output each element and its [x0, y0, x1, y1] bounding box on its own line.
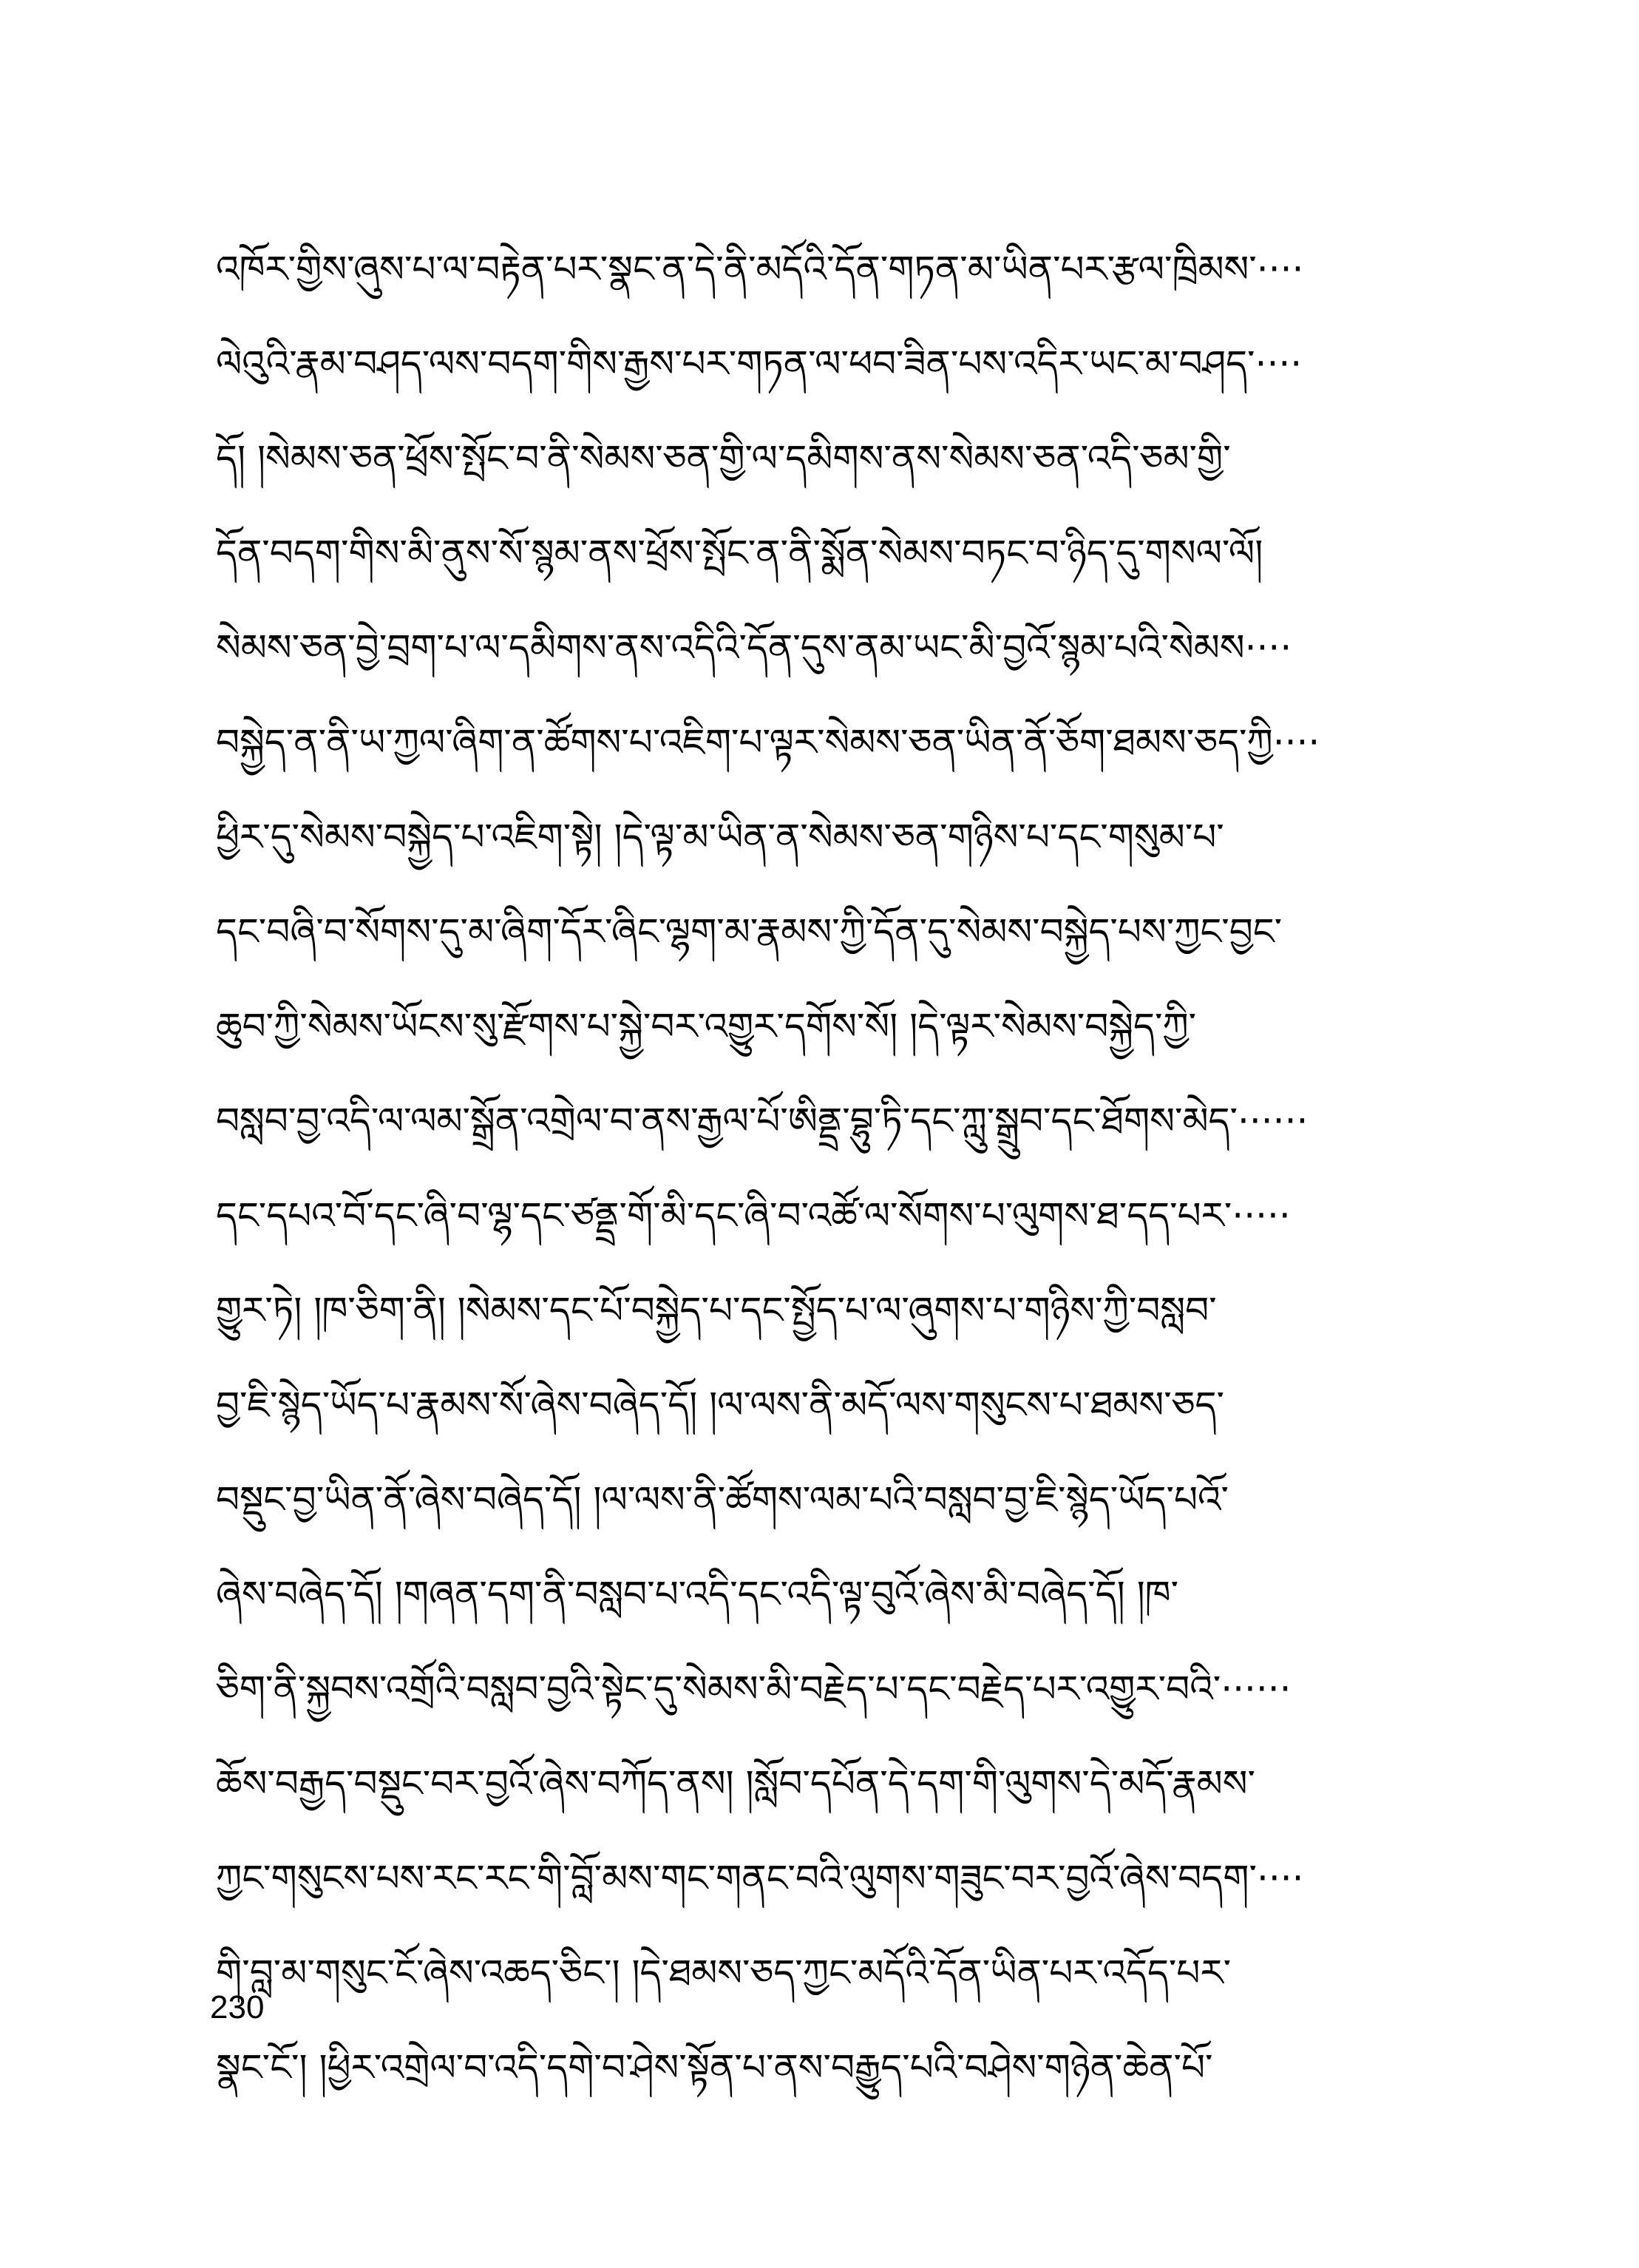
text-line: འཁོར་གྱིས་ཞུས་པ་ལ་བརྟེན་པར་སྣང་ན་དེ་ནི་མདོའི་དོན་གཏན་མ་ཡིན་པར་རྩལ་ཁྲིམས་···· — [216, 248, 1304, 291]
text-line: ཕྱིར་དུ་སེམས་བསྐྱེད་པ་འཇིག་སྟེ། །དེ་ལྟ་མ་ཡིན་ན་སེམས་ཅན་གཉིས་པ་དང་གསུམ་པ་ — [216, 816, 1224, 859]
text-line: དང་བཞི་བ་སོགས་དུ་མ་ཞིག་དོར་ཞིང་ལྷག་མ་རྣམས་ཀྱི་དོན་དུ་སེམས་བསྐྱེད་པས་ཀྱང་བྱང་ — [216, 910, 1283, 953]
text-line: ཆུབ་ཀྱི་སེམས་ཡོངས་སུ་རྫོགས་པ་སྐྱེ་བར་འགྱུར་དགོས་སོ། །དེ་ལྟར་སེམས་བསྐྱེད་ཀྱི་ — [216, 1005, 1197, 1048]
text-line: གི་བླ་མ་གསུང་ངོ་ཞེས་འཆད་ཅིང་། །དེ་ཐམས་ཅད་ཀྱང་མདོའི་དོན་ཡིན་པར་འདོད་པར་ — [216, 1952, 1232, 1994]
text-line: ཞེས་བཞེད་དོ། །གཞན་དག་ནི་བསླབ་པ་འདི་དང་འདི་ལྟ་བུའོ་ཞེས་མི་བཞེད་དོ། །ཁ་ — [216, 1573, 1179, 1616]
text-line: དོ། །སེམས་ཅན་ཕྲོས་སྤོང་བ་ནི་སེམས་ཅན་གྱི་ལ་དམིགས་ནས་སེམས་ཅན་འདི་ཅམ་གྱི་ — [216, 437, 1231, 480]
text-line: དོན་བདག་གིས་མི་ནུས་སོ་སྙམ་ནས་ཕྲོས་སྤོང་ན་ནི་སྨོན་སེམས་བཏང་བ་ཉིད་དུ་གསལ་ལོ། — [216, 532, 1263, 575]
text-line: གྱུར་ཏེ། །ཁ་ཅིག་ནི། །སེམས་དང་པོ་བསྐྱེད་པ་དང་སྤྱོད་པ་ལ་ཞུགས་པ་གཉིས་ཀྱི་བསླབ་ — [216, 1289, 1217, 1332]
page-number: 230 — [210, 1989, 265, 2025]
text-line: སྣང་ངོ་། །ཕྱིར་འགྲེལ་བ་འདི་དགེ་བ་ཤེས་སྟོན་པ་ནས་བརྒྱུད་པའི་བཤེས་གཉེན་ཆེན་པོ་ — [216, 2046, 1213, 2089]
text-line: བསྡུང་བྱ་ཡིན་ནོ་ཞེས་བཞེད་དོ། །ལ་ལས་ནི་ཚོགས་ལམ་པའི་བསླབ་བྱ་ཇི་སྙེད་ཡོད་པའོ་ — [216, 1478, 1229, 1521]
text-line: བྱ་ཇི་སྙེད་ཡོད་པ་རྣམས་སོ་ཞེས་བཞེད་དོ། །ལ་ལས་ནི་མདོ་ལས་གསུངས་པ་ཐམས་ཅད་ — [216, 1384, 1224, 1426]
text-line: ཀྱང་གསུངས་པས་རང་རང་གི་བློ་མས་གང་གནང་བའི་ལུགས་གཟུང་བར་བྱའོ་ཞེས་བདག་···· — [216, 1857, 1304, 1900]
text-line: བསླབ་བྱ་འདི་ལ་ལམ་སྒྲོན་འགྲེལ་བ་ནས་རྒྱལ་པོ་ཨིནྡྲ་བྷུ་ཏི་དང་ཀླུ་སྒྲུབ་དང་ཐོགས་མེད་······ — [216, 1100, 1309, 1143]
text-line: ཆོས་བརྒྱད་བསྡུང་བར་བྱའོ་ཞེས་བཀོད་ནས། །སློབ་དཔོན་དེ་དག་གི་ལུགས་དེ་མདོ་རྣམས་ — [216, 1762, 1255, 1805]
body-text — [216, 222, 1487, 2115]
text-line: སེམས་ཅན་བྱེ་བྲག་པ་ལ་དམིགས་ནས་འདིའི་དོན་དུས་ནམ་ཡང་མི་བྱའོ་སྙམ་པའི་སེམས···· — [216, 626, 1292, 669]
text-line: ལེའུའི་རྣམ་བཤད་ལས་བདག་གིས་རྒྱས་པར་གཏན་ལ་ཕབ་ཟིན་པས་འདིར་ཡང་མ་བཤད་···· — [216, 342, 1303, 385]
text-line: ཅིག་ནི་སྐྱབས་འགྲོའི་བསླབ་བྱའི་སྟེང་དུ་སེམས་མི་བརྗེད་པ་དང་བརྗེད་པར་འགྱུར་བའི་······ — [216, 1668, 1292, 1710]
text-line: དང་དཔའ་བོ་དང་ཞི་བ་ལྷ་དང་ཙནྡྲ་གོ་མི་དང་ཞི་བ་འཚོ་ལ་སོགས་པ་ལུགས་ཐ་དད་པར་····· — [216, 1194, 1291, 1237]
text-line: བསྐྱེད་ན་ནི་ཡ་ཀྱལ་ཞིག་ན་ཚོགས་པ་འཇིག་པ་ལྟར་སེམས་ཅན་ཡིན་ནོ་ཅོག་ཐམས་ཅད་ཀྱི···· — [216, 721, 1320, 764]
